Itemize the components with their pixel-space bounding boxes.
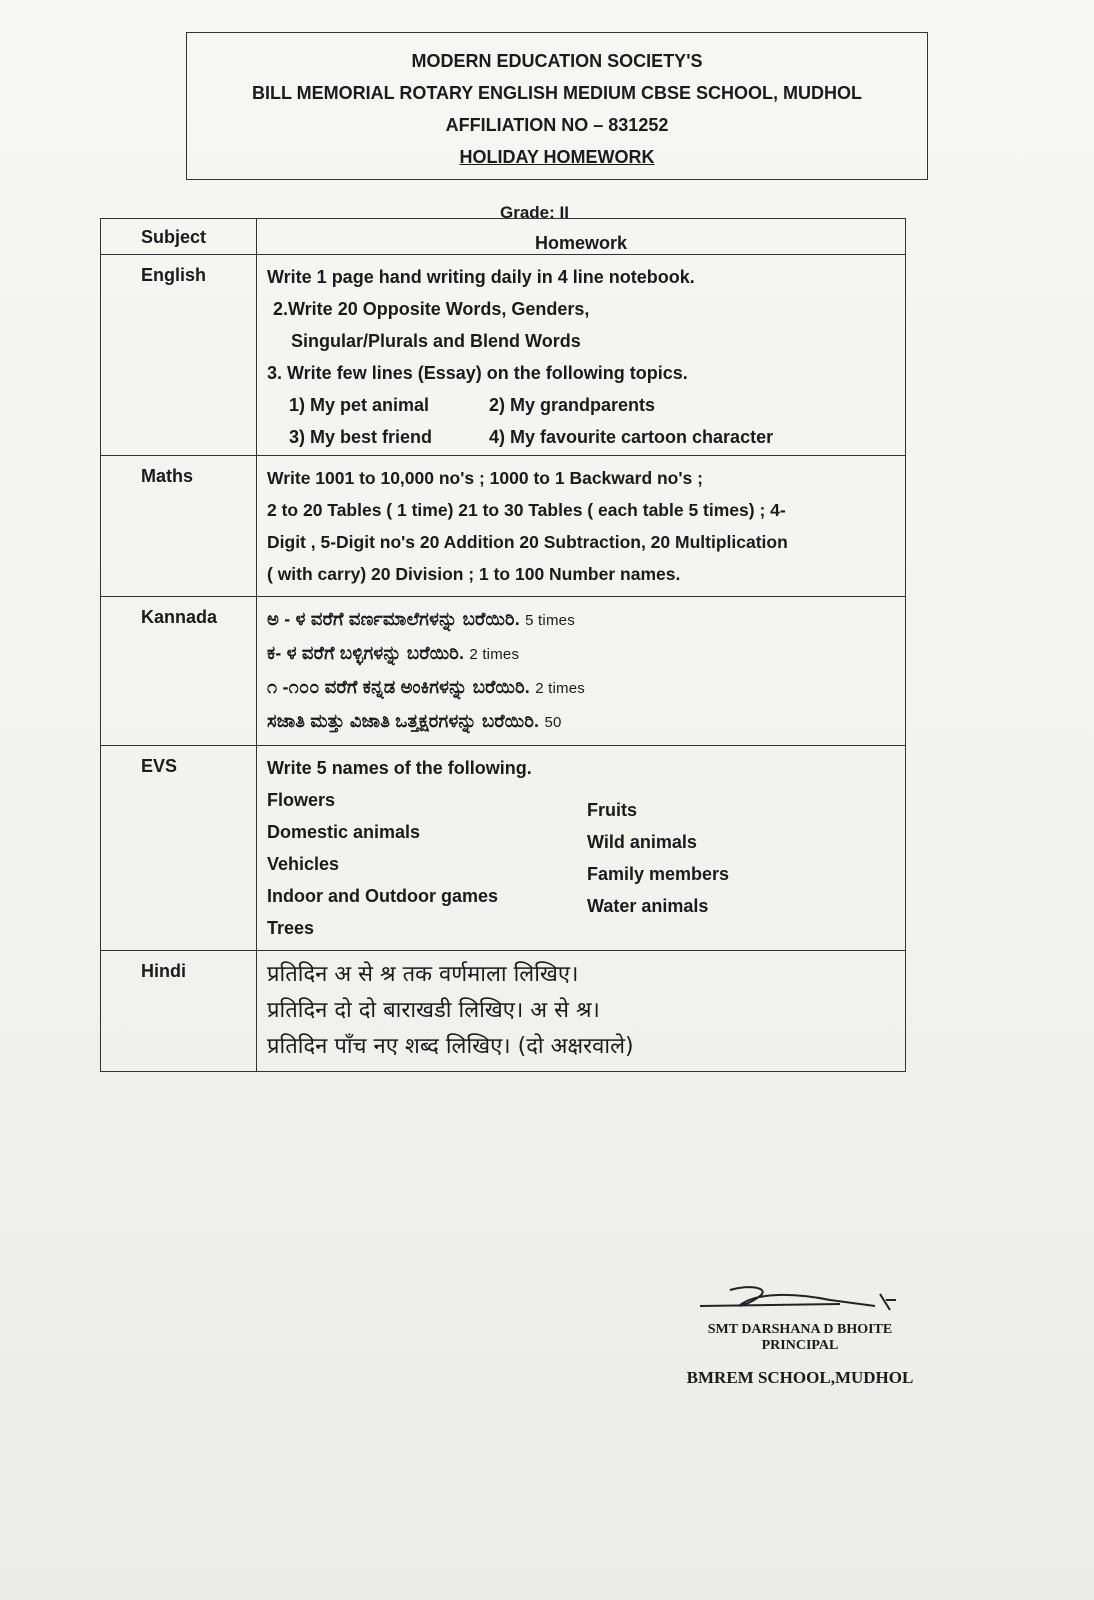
- maths-line-2: 2 to 20 Tables ( 1 time) 21 to 30 Tables ( each table 5 times) ; 4-: [267, 500, 786, 520]
- kannada-note-2: 2 times: [469, 646, 520, 663]
- school-name: BILL MEMORIAL ROTARY ENGLISH MEDIUM CBSE SCHOOL, MUDHOL: [251, 83, 862, 103]
- subject-cell: [101, 746, 257, 951]
- kannada-line-2: [267, 637, 895, 671]
- list-item: Domestic animals: [267, 822, 421, 842]
- kannada-note-3: 2 times: [535, 680, 585, 697]
- kannada-text-2: ಕ- ಳ ವರೆಗೆ ಬಳ್ಳಿಗಳನ್ನು ಬರೆಯಿರಿ.: [267, 643, 465, 663]
- list-item: Vehicles: [267, 854, 340, 874]
- homework-cell: [257, 255, 906, 456]
- subject-cell: [101, 951, 257, 1072]
- subject-evs: EVS: [141, 756, 178, 776]
- kannada-note-1: 5 times: [525, 612, 575, 629]
- english-line-4: 3. Write few lines (Essay) on the following topics.: [267, 363, 688, 383]
- maths-line-4: ( with carry) 20 Division ; 1 to 100 Number names.: [267, 564, 681, 584]
- table-row-english: [101, 255, 906, 456]
- list-item: Family members: [587, 864, 730, 884]
- topic-3: 3) My best friend: [289, 427, 433, 447]
- english-line-3: Singular/Plurals and Blend Words: [291, 331, 581, 351]
- homework-cell: [257, 951, 906, 1072]
- subject-cell: [101, 456, 257, 597]
- kannada-line-1: [267, 603, 895, 637]
- society-name: MODERN EDUCATION SOCIETY'S: [411, 51, 703, 71]
- hindi-line-3: प्रतिदिन पॉंच नए शब्द लिखिए। (दो अक्षरवाले): [267, 1034, 634, 1059]
- principal-name: SMT DARSHANA D BHOITE: [707, 1322, 893, 1337]
- subject-kannada: Kannada: [141, 607, 218, 627]
- topic-2: 2) My grandparents: [489, 395, 656, 415]
- grade-label: Grade: II: [500, 203, 569, 222]
- english-line-2: 2.Write 20 Opposite Words, Genders,: [273, 299, 590, 319]
- subject-header-text: Subject: [141, 227, 207, 247]
- evs-intro: Write 5 names of the following.: [267, 758, 532, 778]
- english-line-1: Write 1 page hand writing daily in 4 line notebook.: [267, 267, 695, 287]
- evs-lists: [267, 784, 895, 944]
- list-item: Water animals: [587, 896, 709, 916]
- topic-1: 1) My pet animal: [289, 395, 430, 415]
- kannada-line-4: [267, 705, 895, 739]
- document-title: HOLIDAY HOMEWORK: [459, 147, 655, 167]
- hindi-line-1: प्रतिदिन अ से श्र तक वर्णमाला लिखिए।: [267, 962, 579, 987]
- homework-column-header: [257, 219, 906, 255]
- maths-line-1: Write 1001 to 10,000 no's ; 1000 to 1 Backward no's ;: [267, 468, 703, 488]
- table-row-hindi: [101, 951, 906, 1072]
- subject-english: English: [141, 265, 207, 285]
- evs-right-list: [587, 784, 729, 944]
- homework-cell: [257, 597, 906, 746]
- subject-cell: [101, 597, 257, 746]
- kannada-note-4: 50: [544, 714, 562, 731]
- topic-4: 4) My favourite cartoon character: [489, 427, 774, 447]
- subject-cell: [101, 255, 257, 456]
- homework-table: [100, 218, 906, 1072]
- principal-title: PRINCIPAL: [761, 1338, 839, 1353]
- table-row-kannada: [101, 597, 906, 746]
- kannada-text-3: ೧ -೧೦೦ ವರೆಗೆ ಕನ್ನಡ ಅಂಕಿಗಳನ್ನು ಬರೆಯಿರಿ.: [267, 677, 530, 697]
- kannada-line-3: [267, 671, 895, 705]
- affiliation-number: AFFILIATION NO – 831252: [445, 115, 669, 135]
- school-short-name: BMREM SCHOOL,MUDHOL: [686, 1368, 914, 1387]
- subject-hindi: Hindi: [141, 961, 186, 981]
- topics-row-2: [267, 421, 895, 453]
- homework-cell: [257, 456, 906, 597]
- hindi-line-2: प्रतिदिन दो दो बाराखडी लिखिए। अ से श्र।: [267, 998, 600, 1023]
- signature-mark: [690, 1280, 910, 1320]
- list-item: Flowers: [267, 790, 336, 810]
- evs-left-list: [267, 784, 587, 944]
- table-row-evs: [101, 746, 906, 951]
- homework-cell: [257, 746, 906, 951]
- kannada-text-4: ಸಜಾತಿ ಮತ್ತು ವಿಜಾತಿ ಒತ್ತಕ್ಷರಗಳನ್ನು ಬರೆಯಿರಿ.: [267, 711, 540, 731]
- list-item: Indoor and Outdoor games: [267, 886, 499, 906]
- subject-maths: Maths: [141, 466, 194, 486]
- homework-header-text: Homework: [534, 233, 628, 253]
- table-header-row: [101, 219, 906, 255]
- topics-row-1: [267, 389, 895, 421]
- list-item: Wild animals: [587, 832, 697, 852]
- maths-line-3: Digit , 5-Digit no's 20 Addition 20 Subtraction, 20 Multiplication: [267, 532, 788, 552]
- principal-signature-block: [680, 1280, 920, 1388]
- school-header: [186, 32, 928, 180]
- list-item: Trees: [267, 918, 315, 938]
- subject-column-header: [101, 219, 257, 255]
- table-row-maths: [101, 456, 906, 597]
- list-item: Fruits: [587, 800, 638, 820]
- kannada-text-1: ಅ - ಳ ವರೆಗೆ ವರ್ಣಮಾಲೆಗಳನ್ನು ಬರೆಯಿರಿ.: [267, 609, 520, 629]
